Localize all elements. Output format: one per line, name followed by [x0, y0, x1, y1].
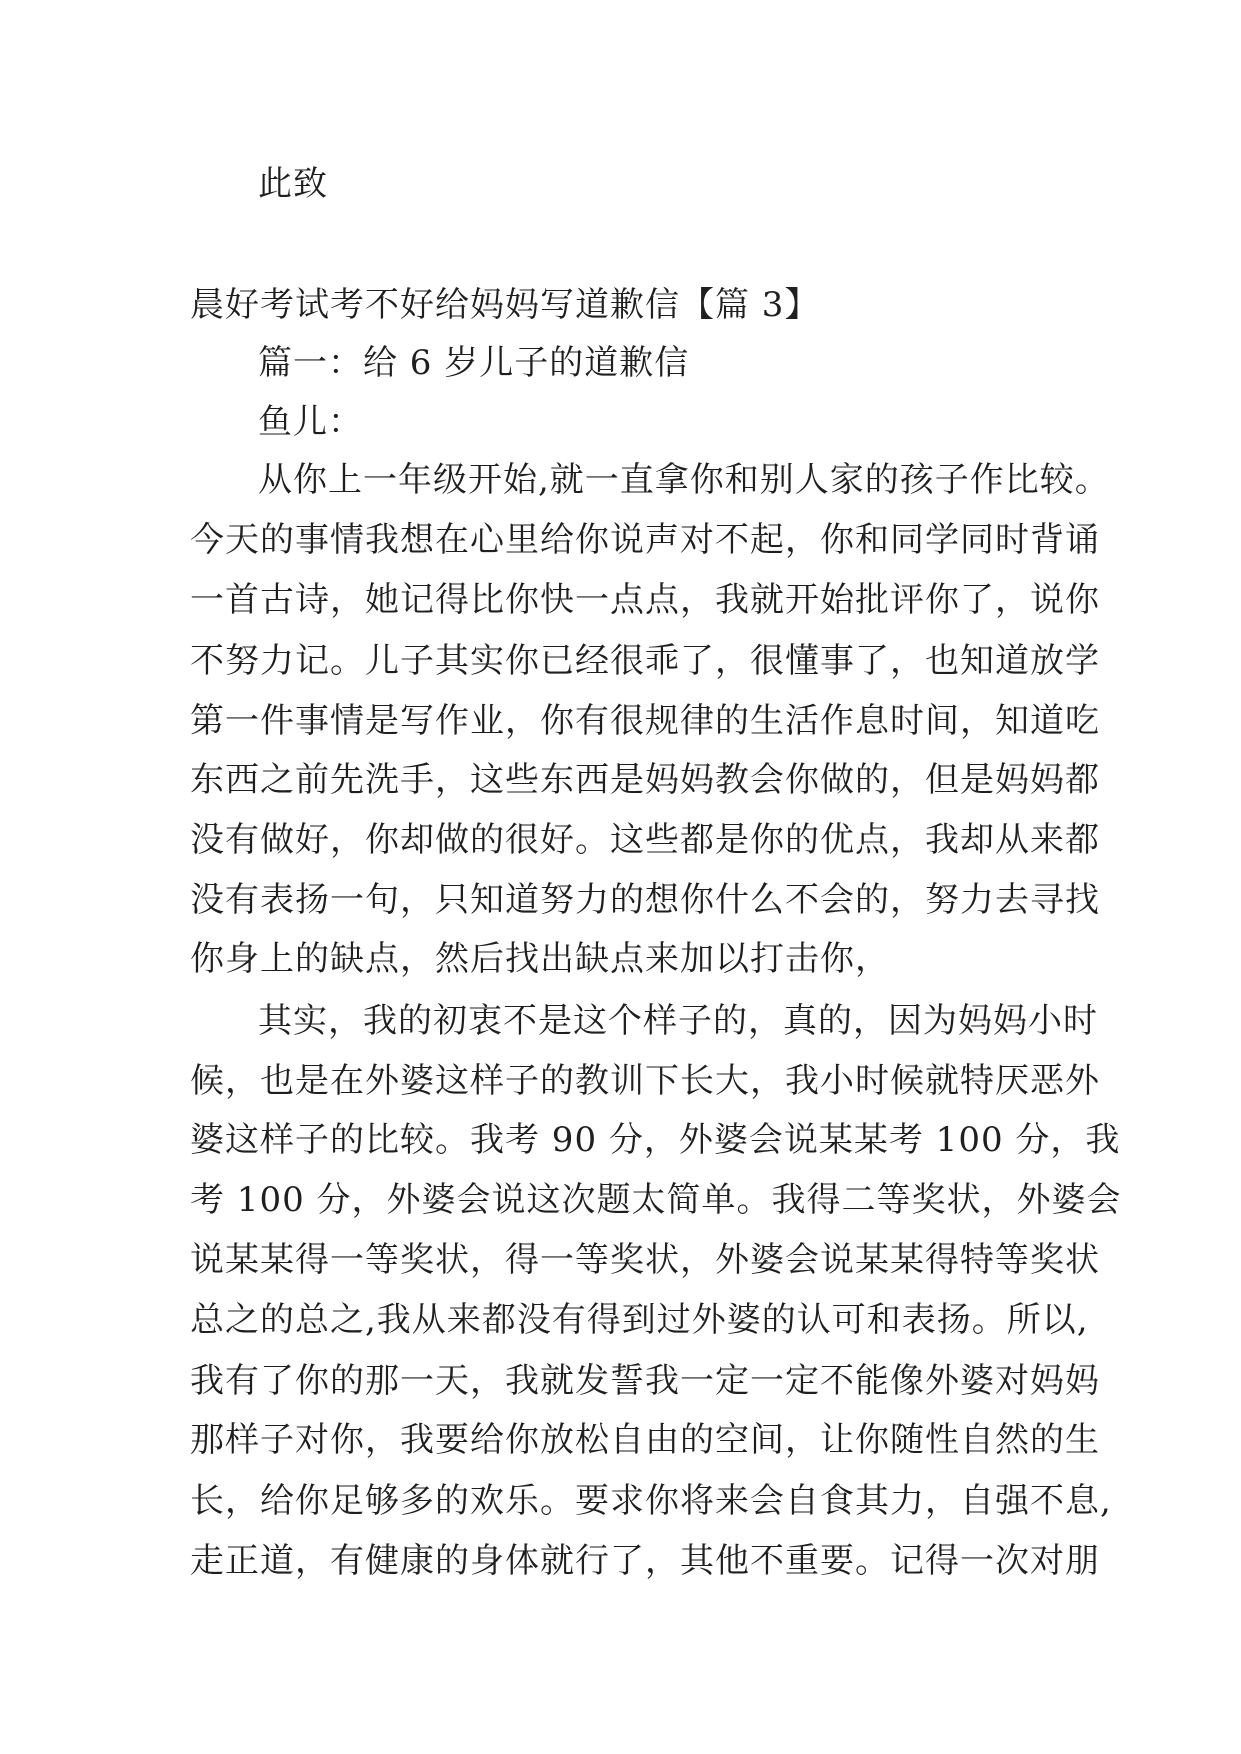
- paragraph-line: 婆这样子的比较。我考 90 分，外婆会说某某考 100 分，我: [190, 1120, 1121, 1160]
- paragraph-line: 那样子对你，我要给你放松自由的空间，让你随性自然的生: [190, 1420, 1100, 1460]
- paragraph-line: 今天的事情我想在心里给你说声对不起，你和同学同时背诵: [190, 520, 1100, 560]
- paragraph-line: 长，给你足够多的欢乐。要求你将来会自食其力，自强不息,: [190, 1481, 1112, 1521]
- paragraph-line: 你身上的缺点，然后找出缺点来加以打击你，: [190, 939, 890, 979]
- paragraph-line: 考 100 分，外婆会说这次题太简单。我得二等奖状，外婆会: [190, 1180, 1122, 1220]
- paragraph-line: 不努力记。儿子其实你已经很乖了，很懂事了，也知道放学: [190, 641, 1100, 681]
- paragraph-line: 其实，我的初衷不是这个样子的，真的，因为妈妈小时: [258, 1001, 1098, 1041]
- paragraph-line: 走正道，有健康的身体就行了，其他不重要。记得一次对朋: [190, 1541, 1100, 1581]
- paragraph-line: 从你上一年级开始,就一直拿你和别人家的孩子作比较。: [258, 460, 1110, 500]
- paragraph-line: 我有了你的那一天，我就发誓我一定一定不能像外婆对妈妈: [190, 1361, 1100, 1401]
- paragraph-line: 第一件事情是写作业，你有很规律的生活作息时间，知道吃: [190, 701, 1100, 741]
- paragraph-line: 总之的总之,我从来都没有得到过外婆的认可和表扬。所以,: [190, 1300, 1089, 1340]
- section-heading: 晨好考试考不好给妈妈写道歉信【篇 3】: [190, 285, 820, 325]
- paragraph-line: 候，也是在外婆这样子的教训下长大，我小时候就特厌恶外: [190, 1061, 1100, 1101]
- paragraph-line: 没有做好，你却做的很好。这些都是你的优点，我却从来都: [190, 820, 1100, 860]
- paragraph-line: 说某某得一等奖状，得一等奖状，外婆会说某某得特等奖状: [190, 1240, 1100, 1280]
- letter-subheading: 篇一：给 6 岁儿子的道歉信: [258, 343, 690, 383]
- paragraph-line: 一首古诗，她记得比你快一点点，我就开始批评你了，说你: [190, 580, 1100, 620]
- letter-closing: 此致: [258, 164, 328, 204]
- letter-salutation: 鱼儿：: [258, 402, 363, 442]
- paragraph-line: 没有表扬一句，只知道努力的想你什么不会的，努力去寻找: [190, 880, 1100, 920]
- paragraph-line: 东西之前先洗手，这些东西是妈妈教会你做的，但是妈妈都: [190, 760, 1100, 800]
